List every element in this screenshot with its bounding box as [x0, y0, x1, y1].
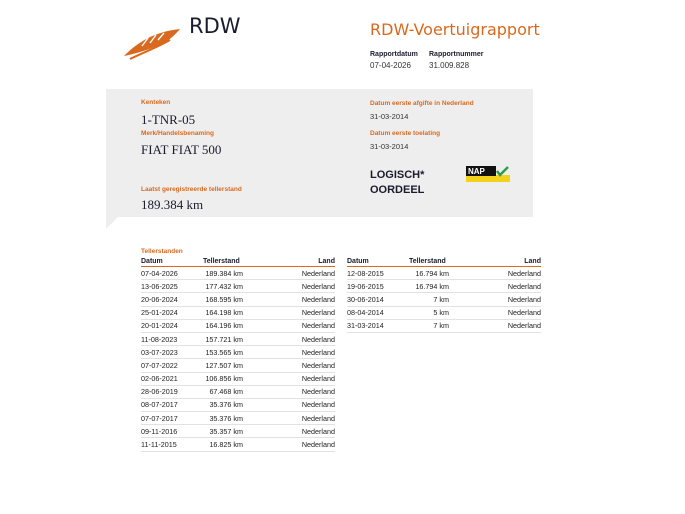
cell-reading: 164.198 km	[199, 306, 243, 319]
cell-country: Nederland	[449, 319, 541, 332]
report-date-value: 07-04-2026	[370, 61, 411, 70]
cell-reading: 5 km	[405, 306, 449, 319]
cell-reading: 7 km	[405, 293, 449, 306]
table-row	[141, 319, 335, 332]
cell-country: Nederland	[449, 280, 541, 293]
cell-reading: 16.825 km	[199, 438, 243, 451]
cell-reading: 16.794 km	[405, 280, 449, 293]
cell-country: Nederland	[243, 438, 335, 451]
cell-country: Nederland	[243, 385, 335, 398]
rdw-logo-icon	[122, 26, 184, 60]
cell-country: Nederland	[243, 359, 335, 372]
cell-reading: 153.565 km	[199, 346, 243, 359]
first-issue-nl-value: 31-03-2014	[370, 112, 409, 121]
panel-notch	[106, 217, 118, 229]
table-header-row	[141, 257, 335, 267]
report-title: RDW-Voertuigrapport	[370, 20, 540, 39]
verdict-line-1: LOGISCH*	[370, 169, 425, 181]
cell-country: Nederland	[243, 332, 335, 345]
first-admission-label: Datum eerste toelating	[370, 130, 441, 137]
col-header-reading: Tellerstand	[199, 257, 243, 267]
cell-country: Nederland	[243, 319, 335, 332]
table-row	[347, 319, 541, 332]
first-issue-nl-label: Datum eerste afgifte in Nederland	[370, 100, 474, 107]
verdict	[370, 168, 424, 198]
report-date-label: Rapportdatum	[370, 51, 418, 58]
report-number-label: Rapportnummer	[429, 51, 484, 58]
odometer-table-left	[141, 257, 335, 452]
cell-date: 08-07-2017	[141, 398, 199, 411]
table-row	[141, 372, 335, 385]
col-header-date: Datum	[141, 257, 199, 267]
col-header-country: Land	[449, 257, 541, 267]
table-row	[141, 425, 335, 438]
table-row	[141, 438, 335, 451]
cell-date: 02-06-2021	[141, 372, 199, 385]
cell-date: 28-06-2019	[141, 385, 199, 398]
make-label: Merk/Handelsbenaming	[141, 130, 214, 137]
table-row	[141, 280, 335, 293]
cell-country: Nederland	[243, 398, 335, 411]
col-header-date: Datum	[347, 257, 405, 267]
first-admission-value: 31-03-2014	[370, 142, 409, 151]
nap-badge-text: NAP	[468, 167, 485, 176]
cell-reading: 67.468 km	[199, 385, 243, 398]
table-row	[141, 267, 335, 280]
odometer-section-title: Tellerstanden	[141, 248, 183, 255]
cell-country: Nederland	[243, 306, 335, 319]
cell-country: Nederland	[243, 346, 335, 359]
cell-reading: 35.376 km	[199, 398, 243, 411]
cell-date: 19-06-2015	[347, 280, 405, 293]
cell-country: Nederland	[243, 372, 335, 385]
report-number-value: 31.009.828	[429, 61, 470, 70]
brand-name: RDW	[189, 14, 241, 38]
table-row	[141, 385, 335, 398]
cell-date: 31-03-2014	[347, 319, 405, 332]
cell-country: Nederland	[243, 425, 335, 438]
cell-reading: 177.432 km	[199, 280, 243, 293]
table-row	[141, 332, 335, 345]
cell-date: 12-08-2015	[347, 267, 405, 280]
cell-country: Nederland	[449, 293, 541, 306]
cell-date: 03-07-2023	[141, 346, 199, 359]
cell-reading: 157.721 km	[199, 332, 243, 345]
cell-date: 07-07-2022	[141, 359, 199, 372]
cell-date: 11-08-2023	[141, 332, 199, 345]
cell-country: Nederland	[449, 306, 541, 319]
table-row	[141, 346, 335, 359]
table-row	[347, 267, 541, 280]
table-row	[347, 306, 541, 319]
cell-reading: 106.856 km	[199, 372, 243, 385]
odometer-table-right	[347, 257, 541, 333]
col-header-reading: Tellerstand	[405, 257, 449, 267]
table-row	[141, 412, 335, 425]
plate-value: 1-TNR-05	[141, 112, 196, 127]
cell-date: 20-06-2024	[141, 293, 199, 306]
make-value: FIAT FIAT 500	[141, 142, 222, 157]
table-row	[141, 398, 335, 411]
cell-country: Nederland	[243, 280, 335, 293]
verdict-line-2: OORDEEL	[370, 184, 425, 196]
cell-reading: 35.376 km	[199, 412, 243, 425]
odometer-value: 189.384 km	[141, 197, 204, 212]
col-header-country: Land	[243, 257, 335, 267]
cell-reading: 127.507 km	[199, 359, 243, 372]
cell-date: 07-07-2017	[141, 412, 199, 425]
cell-date: 09-11-2016	[141, 425, 199, 438]
table-row	[141, 306, 335, 319]
cell-reading: 189.384 km	[199, 267, 243, 280]
cell-reading: 16.794 km	[405, 267, 449, 280]
table-row	[347, 280, 541, 293]
cell-date: 25-01-2024	[141, 306, 199, 319]
cell-reading: 164.196 km	[199, 319, 243, 332]
table-row	[347, 293, 541, 306]
cell-reading: 35.357 km	[199, 425, 243, 438]
table-row	[141, 359, 335, 372]
cell-reading: 168.595 km	[199, 293, 243, 306]
plate-label: Kenteken	[141, 99, 171, 106]
odometer-label: Laatst geregistreerde tellerstand	[141, 186, 242, 193]
cell-date: 11-11-2015	[141, 438, 199, 451]
cell-reading: 7 km	[405, 319, 449, 332]
cell-country: Nederland	[243, 412, 335, 425]
table-header-row	[347, 257, 541, 267]
cell-date: 07-04-2026	[141, 267, 199, 280]
table-row	[141, 293, 335, 306]
cell-country: Nederland	[449, 267, 541, 280]
cell-country: Nederland	[243, 293, 335, 306]
nap-badge-icon	[466, 166, 510, 182]
cell-date: 08-04-2014	[347, 306, 405, 319]
cell-date: 13-06-2025	[141, 280, 199, 293]
cell-country: Nederland	[243, 267, 335, 280]
cell-date: 30-06-2014	[347, 293, 405, 306]
cell-date: 20-01-2024	[141, 319, 199, 332]
